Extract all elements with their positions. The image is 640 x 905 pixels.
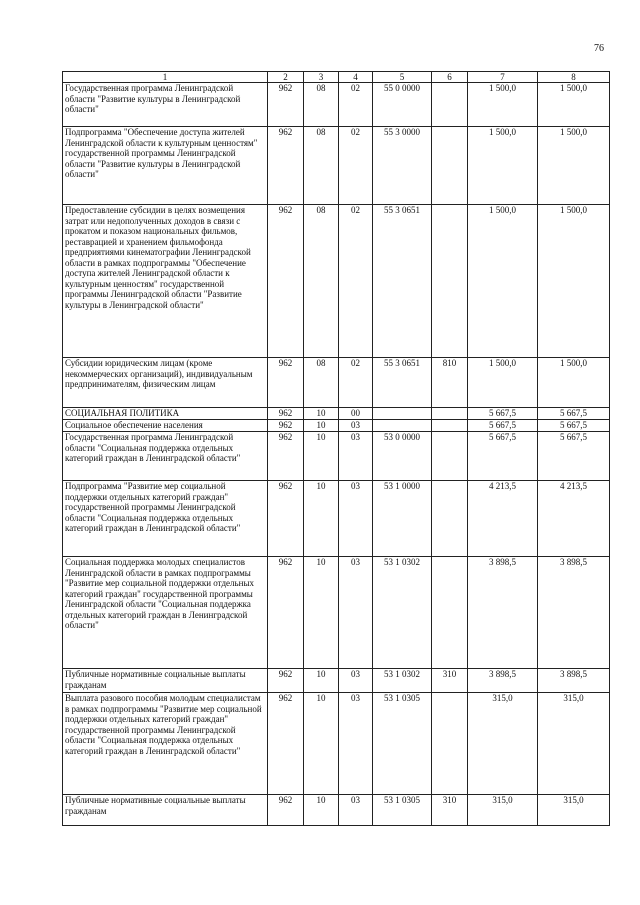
- value-cell: 3 898,5: [538, 557, 610, 669]
- value-cell: [432, 557, 468, 669]
- table-row: [63, 205, 610, 358]
- value-cell: 03: [339, 432, 373, 481]
- value-cell: 55 3 0651: [373, 205, 432, 358]
- value-cell: 962: [268, 127, 304, 205]
- row-name-cell: Выплата разового пособия молодым специалистам в рамках подпрограммы "Развитие мер социальной поддержки отдельных категорий граждан" государственной программы Ленинградской области "Социальная поддержка отдельных категорий граждан в Ленинградской области": [63, 693, 268, 795]
- table-row: [63, 557, 610, 669]
- value-cell: 5 667,5: [538, 420, 610, 432]
- table-row: [63, 693, 610, 795]
- value-cell: 1 500,0: [538, 127, 610, 205]
- value-cell: 962: [268, 669, 304, 693]
- table-row: [63, 795, 610, 826]
- value-cell: 03: [339, 669, 373, 693]
- value-cell: 315,0: [538, 693, 610, 795]
- value-cell: 08: [304, 83, 339, 127]
- value-cell: 1 500,0: [468, 83, 538, 127]
- value-cell: 3 898,5: [468, 557, 538, 669]
- value-cell: 03: [339, 693, 373, 795]
- value-cell: [432, 432, 468, 481]
- table-header-row: [63, 72, 610, 83]
- value-cell: [432, 83, 468, 127]
- value-cell: 5 667,5: [538, 432, 610, 481]
- value-cell: 962: [268, 205, 304, 358]
- value-cell: 310: [432, 669, 468, 693]
- row-name-cell: Государственная программа Ленинградской области "Развитие культуры в Ленинградской области": [63, 83, 268, 127]
- row-name-cell: Субсидии юридическим лицам (кроме некоммерческих организаций), индивидуальным предпринимателям, физическим лицам: [63, 358, 268, 408]
- value-cell: 02: [339, 83, 373, 127]
- value-cell: 315,0: [468, 795, 538, 826]
- value-cell: 10: [304, 432, 339, 481]
- value-cell: 1 500,0: [538, 205, 610, 358]
- value-cell: 5 667,5: [468, 408, 538, 420]
- column-header: 7: [468, 72, 538, 83]
- column-header: 8: [538, 72, 610, 83]
- column-header: 2: [268, 72, 304, 83]
- value-cell: 02: [339, 127, 373, 205]
- value-cell: 10: [304, 795, 339, 826]
- value-cell: 4 213,5: [468, 481, 538, 557]
- value-cell: 55 3 0651: [373, 358, 432, 408]
- value-cell: 962: [268, 83, 304, 127]
- table-row: [63, 669, 610, 693]
- table-row: [63, 432, 610, 481]
- page-number: 76: [594, 43, 604, 54]
- table-row: [63, 83, 610, 127]
- row-name-cell: Предоставление субсидии в целях возмещения затрат или недополученных доходов в связи с прокатом и показом национальных фильмов, реставрацией и хранением фильмофонда предприятиями кинематографии Ленинградской области в рамках подпрограммы "Обеспечение доступа жителей Ленинградской области к культурным ценностям" государственной программы Ленинградской области "Развитие культуры в Ленинградской области": [63, 205, 268, 358]
- value-cell: 1 500,0: [468, 127, 538, 205]
- value-cell: 962: [268, 432, 304, 481]
- value-cell: 10: [304, 557, 339, 669]
- value-cell: 810: [432, 358, 468, 408]
- value-cell: 4 213,5: [538, 481, 610, 557]
- value-cell: 5 667,5: [468, 432, 538, 481]
- value-cell: 53 1 0305: [373, 693, 432, 795]
- value-cell: [373, 420, 432, 432]
- value-cell: 5 667,5: [538, 408, 610, 420]
- column-header: 5: [373, 72, 432, 83]
- budget-table: [62, 71, 610, 826]
- value-cell: 1 500,0: [468, 205, 538, 358]
- value-cell: 03: [339, 795, 373, 826]
- value-cell: 00: [339, 408, 373, 420]
- value-cell: [432, 127, 468, 205]
- value-cell: 1 500,0: [468, 358, 538, 408]
- row-name-cell: Публичные нормативные социальные выплаты гражданам: [63, 669, 268, 693]
- column-header: 1: [63, 72, 268, 83]
- value-cell: 962: [268, 795, 304, 826]
- value-cell: 962: [268, 481, 304, 557]
- row-name-cell: СОЦИАЛЬНАЯ ПОЛИТИКА: [63, 408, 268, 420]
- value-cell: [373, 408, 432, 420]
- value-cell: 5 667,5: [468, 420, 538, 432]
- column-header: 4: [339, 72, 373, 83]
- value-cell: 310: [432, 795, 468, 826]
- row-name-cell: Публичные нормативные социальные выплаты гражданам: [63, 795, 268, 826]
- value-cell: 315,0: [468, 693, 538, 795]
- value-cell: 1 500,0: [538, 83, 610, 127]
- value-cell: 10: [304, 669, 339, 693]
- value-cell: 53 1 0000: [373, 481, 432, 557]
- row-name-cell: Подпрограмма "Обеспечение доступа жителей Ленинградской области к культурным ценностям" государственной программы Ленинградской области "Развитие культуры в Ленинградской области": [63, 127, 268, 205]
- table-row: [63, 481, 610, 557]
- table-row: [63, 408, 610, 420]
- column-header: 6: [432, 72, 468, 83]
- value-cell: 02: [339, 358, 373, 408]
- value-cell: [432, 693, 468, 795]
- value-cell: 3 898,5: [468, 669, 538, 693]
- value-cell: 962: [268, 358, 304, 408]
- value-cell: 53 1 0302: [373, 669, 432, 693]
- value-cell: 02: [339, 205, 373, 358]
- value-cell: 08: [304, 205, 339, 358]
- table-row: [63, 127, 610, 205]
- value-cell: [432, 408, 468, 420]
- value-cell: 1 500,0: [538, 358, 610, 408]
- value-cell: [432, 420, 468, 432]
- column-header: 3: [304, 72, 339, 83]
- value-cell: 55 0 0000: [373, 83, 432, 127]
- table-row: [63, 420, 610, 432]
- value-cell: 10: [304, 420, 339, 432]
- value-cell: 10: [304, 481, 339, 557]
- row-name-cell: Социальное обеспечение населения: [63, 420, 268, 432]
- value-cell: 53 1 0302: [373, 557, 432, 669]
- value-cell: 55 3 0000: [373, 127, 432, 205]
- value-cell: 53 1 0305: [373, 795, 432, 826]
- value-cell: 03: [339, 420, 373, 432]
- value-cell: 962: [268, 693, 304, 795]
- value-cell: 315,0: [538, 795, 610, 826]
- value-cell: 08: [304, 358, 339, 408]
- row-name-cell: Социальная поддержка молодых специалистов Ленинградской области в рамках подпрограммы "Развитие мер социальной поддержки отдельных категорий граждан" государственной программы Ленинградской области "Социальная поддержка отдельных категорий граждан в Ленинградской области": [63, 557, 268, 669]
- row-name-cell: Подпрограмма "Развитие мер социальной поддержки отдельных категорий граждан" государственной программы Ленинградской области "Социальная поддержка отдельных категорий граждан в Ленинградской области": [63, 481, 268, 557]
- row-name-cell: Государственная программа Ленинградской области "Социальная поддержка отдельных категорий граждан в Ленинградской области": [63, 432, 268, 481]
- value-cell: [432, 205, 468, 358]
- value-cell: 962: [268, 408, 304, 420]
- value-cell: 03: [339, 557, 373, 669]
- table-row: [63, 358, 610, 408]
- value-cell: 10: [304, 408, 339, 420]
- value-cell: 962: [268, 420, 304, 432]
- value-cell: [432, 481, 468, 557]
- value-cell: 53 0 0000: [373, 432, 432, 481]
- value-cell: 03: [339, 481, 373, 557]
- value-cell: 10: [304, 693, 339, 795]
- value-cell: 962: [268, 557, 304, 669]
- value-cell: 08: [304, 127, 339, 205]
- value-cell: 3 898,5: [538, 669, 610, 693]
